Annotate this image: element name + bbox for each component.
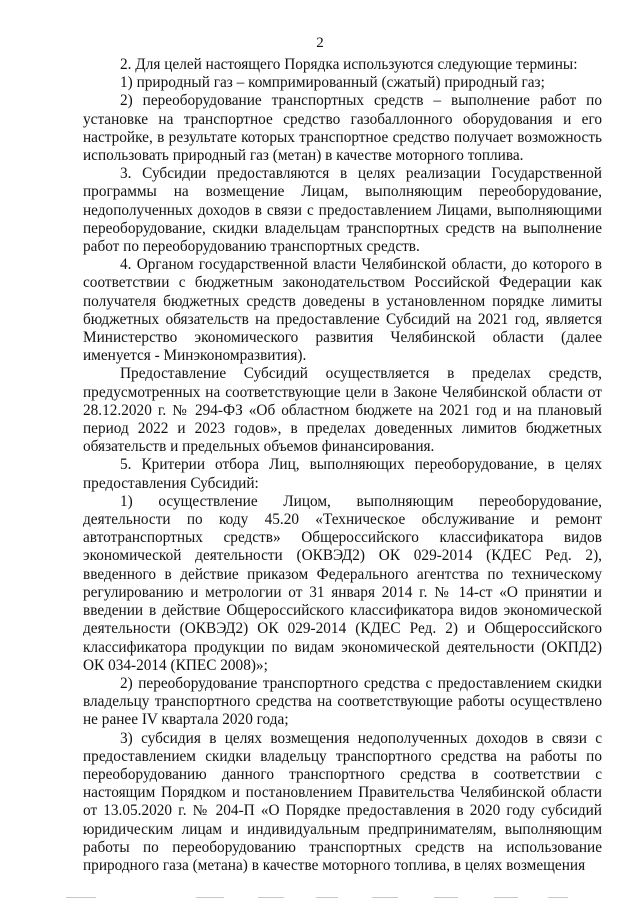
paragraph-term-conversion: 2) переоборудование транспортных средств – выполнение работ по установке на транспортное средство газобаллонного оборудования и его настройке, в результате которых транспортное средство получает возможность использовать природный газ (метан) в качестве моторного топлива. bbox=[83, 92, 602, 165]
paragraph-terms-intro: 2. Для целей настоящего Порядка используются следующие термины: bbox=[120, 56, 578, 73]
page-number: 2 bbox=[316, 35, 324, 51]
paragraph-funding-limits: Предоставление Субсидий осуществляется в пределах средств, предусмотренных на соответствующие цели в Законе Челябинской области от 28.12.2020 г. № 294-ФЗ «Об областном бюджете на 2021 год и на плановый период 2022 и 2023 годов», в пределах доведенных лимитов бюджетных обязательств и предельных объемов финансирования. bbox=[83, 365, 602, 456]
paragraph-criterion-1: 1) осуществление Лицом, выполняющим переоборудование, деятельности по коду 45.20 «Техническое обслуживание и ремонт автотранспортных средств» Общероссийского классификатора видов экономической деятельности (ОКВЭД2) ОК 029-2014 (КДЕС Ред. 2), введенного в действие приказом Федерального агентства по техническому регулированию и метрологии от 31 января 2014 г. № 14-ст «О принятии и введении в действие Общероссийского классификатора видов экономической деятельности (ОКВЭД2) ОК 029-2014 (КДЕС Ред. 2) и Общероссийского классификатора продукции по видам экономической деятельности (ОКПД2) ОК 034-2014 (КПЕС 2008)»; bbox=[83, 492, 602, 674]
scan-edge-marks bbox=[0, 897, 640, 901]
paragraph-criterion-2: 2) переоборудование транспортного средства с предоставлением скидки владельцу транспортного средства на соответствующие работы осуществлено не ранее IV квартала 2020 года; bbox=[83, 674, 602, 729]
paragraph-subsidy-purpose: 3. Субсидии предоставляются в целях реализации Государственной программы на возмещение Лицам, выполняющим переоборудование, недополученных доходов в связи с предоставлением Лицами, выполняющими переоборудование, скидки владельцам транспортных средств на выполнение работ по переоборудованию транспортных средств. bbox=[83, 165, 602, 256]
paragraph-criterion-3: 3) субсидия в целях возмещения недополученных доходов в связи с предоставлением скидки владельцу транспортного средства на работы по переоборудованию данного транспортного средства в соответствии с настоящим Порядком и постановлением Правительства Челябинской области от 13.05.2020 г. № 204-П «О Порядке предоставления в 2020 году субсидий юридическим лицам и индивидуальным предпринимателям, выполняющим работы по переоборудованию транспортных средств на использование природного газа (метана) в качестве моторного топлива, в целях возмещения bbox=[83, 729, 602, 874]
paragraph-authority: 4. Органом государственной власти Челябинской области, до которого в соответствии с бюджетным законодательством Российской Федерации как получателя бюджетных средств доведены в установленном порядке лимиты бюджетных обязательств на предоставление Субсидий на 2021 год, является Министерство экономического развития Челябинской области (далее именуется - Минэкономразвития). bbox=[83, 256, 602, 365]
paragraph-selection-criteria: 5. Критерии отбора Лиц, выполняющих переоборудование, в целях предоставления Субсидий: bbox=[83, 456, 602, 492]
paragraph-term-natural-gas: 1) природный газ – компримированный (сжатый) природный газ; bbox=[120, 74, 545, 92]
document-body bbox=[83, 56, 602, 875]
